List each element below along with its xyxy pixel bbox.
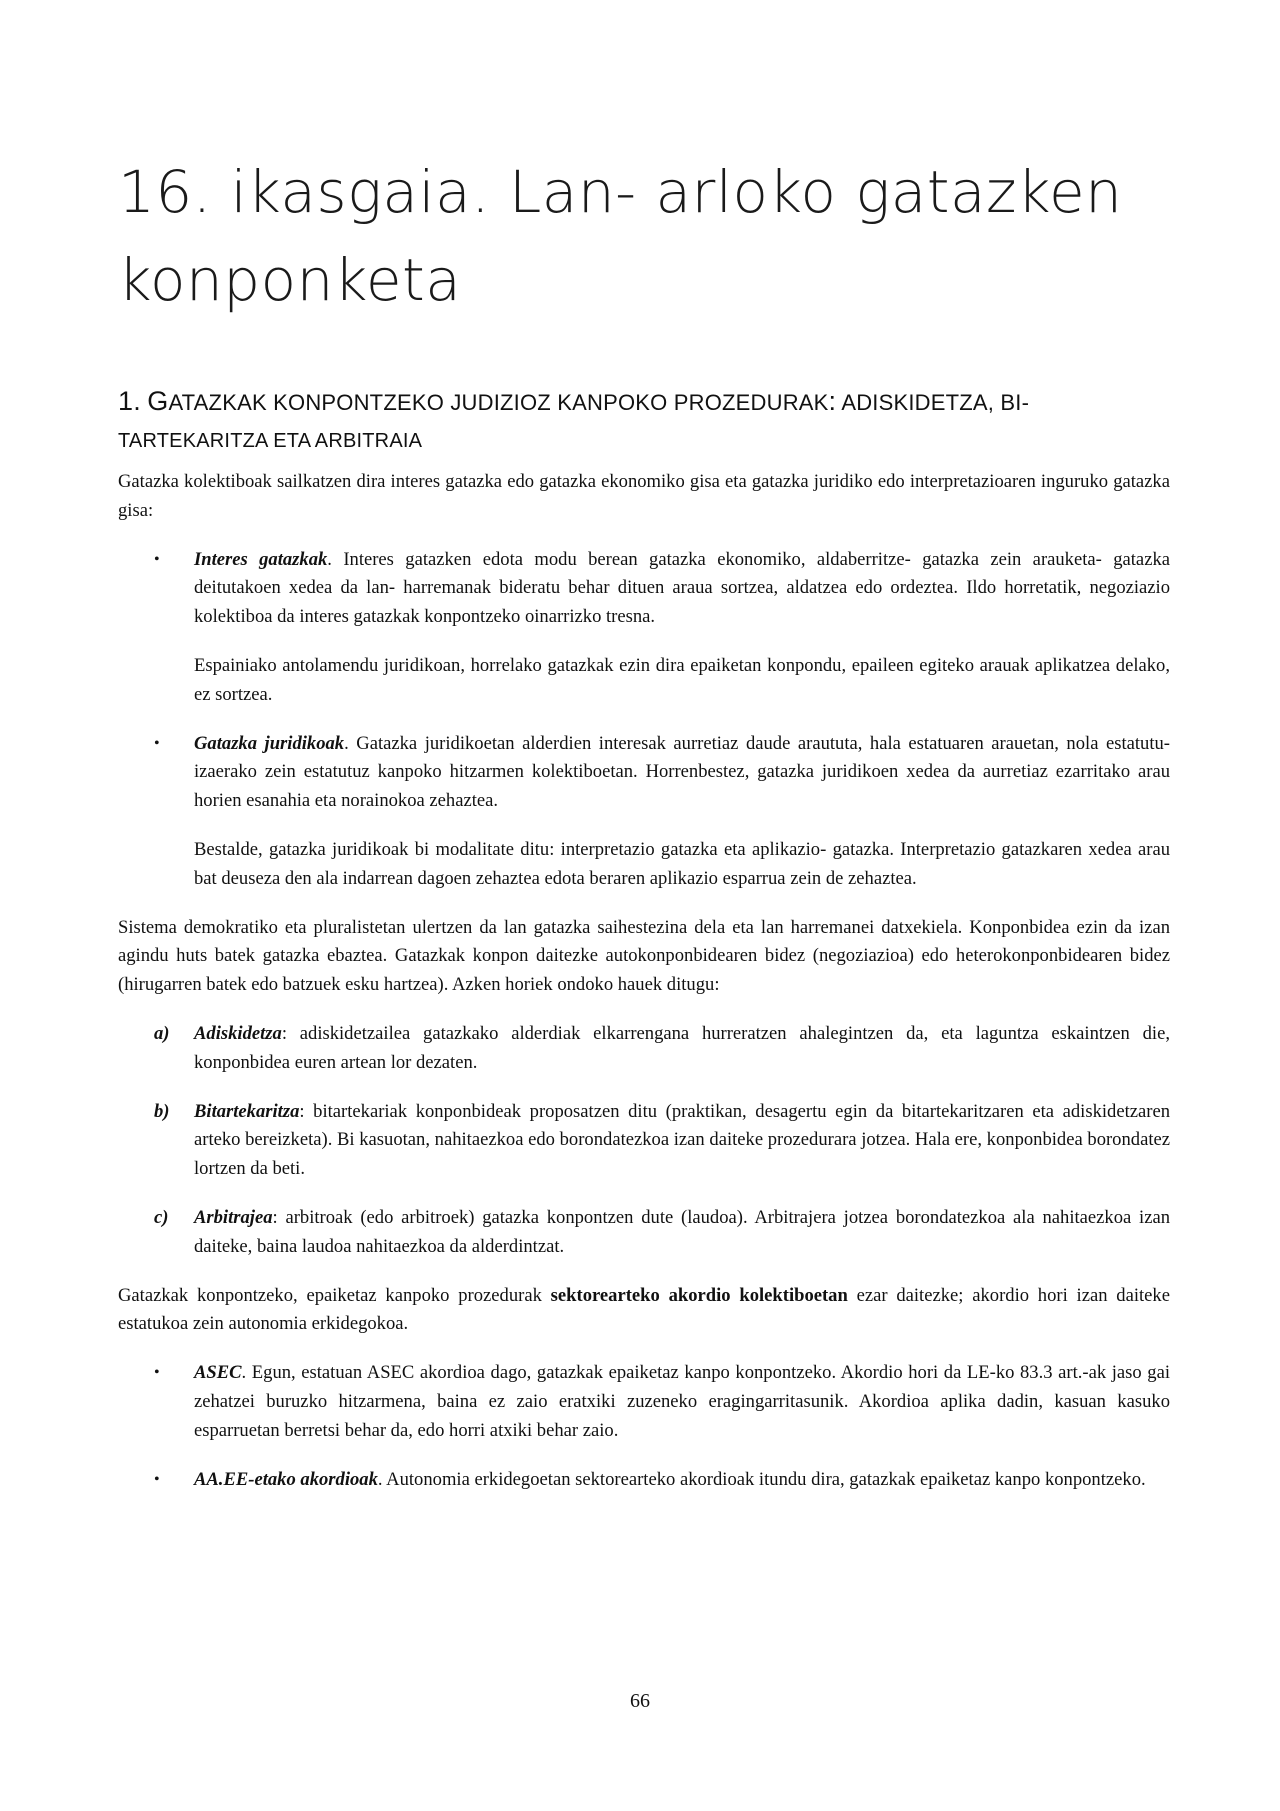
bullet-item-asec [154, 1359, 1170, 1445]
term-interes-gatazkak: Interes gatazkak [194, 548, 328, 570]
section-heading-line-1 [118, 378, 1178, 426]
term-asec: ASEC [194, 1362, 242, 1384]
bullet-icon: • [154, 550, 160, 568]
lettered-text: : adiskidetzailea gatazkako alderdiak elkarrengana hurreratzen ahalegintzen da, eta laguntza eskaintzen die, konponbidea euren artean lor dezaten. [194, 1022, 1170, 1073]
term-arbitrajea: Arbitrajea [194, 1206, 273, 1228]
bullet-item-juridikoak [154, 730, 1170, 816]
paragraph-text: ezar daitezke; akordio hori izan daiteke estatukoa zein autonomia erkidegokoa. [118, 1284, 1170, 1335]
section-heading [118, 378, 1178, 456]
section-heading-part-2: ADISKIDETZA, BI- [836, 390, 1030, 415]
term-gatazka-juridikoak: Gatazka juridikoak [194, 732, 345, 754]
term-adiskidetza: Adiskidetza [194, 1022, 282, 1044]
bullet-text: . Gatazka juridikoetan alderdien interesak aurretiaz daude araututa, hala estatuaren arauetan, nola estatutu- izaerako zein estatutuz kanpoko hitzarmen kolektiboetan. Horrenbestez, gatazka juridikoen xedea da aurretiaz ezarritako arau horien esanahia eta norainokoa zehaztea. [194, 732, 1170, 812]
lettered-item-c [154, 1204, 1170, 1262]
section-heading-initial: G [147, 386, 169, 416]
body-text [118, 468, 1170, 1506]
paragraph-text: Gatazkak konpontzeko, epaiketaz kanpoko prozedurak [118, 1284, 551, 1306]
section-heading-line-2: TARTEKARITZA ETA ARBITRAIA [118, 430, 423, 452]
list-letter: b) [154, 1100, 170, 1122]
bullet-item-aaee [154, 1466, 1170, 1495]
lettered-item-b [154, 1098, 1170, 1184]
lettered-text: : arbitroak (edo arbitroek) gatazka konpontzen dute (laudoa). Arbitrajera jotzea borondatezkoa ala nahitaezkoa izan daiteke, baina laudoa nahitaezkoa da alderdintzat. [194, 1206, 1170, 1257]
section-number: 1. [118, 386, 141, 416]
bullet-text: . Egun, estatuan ASEC akordioa dago, gatazkak epaiketaz kanpo konpontzeko. Akordio hori da LE-ko 83.3 art.-ak jaso gai zehatzei buruzko hitzarmena, baina ez zaio eratxiki zuzeneko eragingarritasunik. Akordioa aplika dadin, kasuan kasuko esparruetan berretsi behar da, edo horri atxiki behar zaio. [194, 1362, 1170, 1441]
term-bitartekaritza: Bitartekaritza [194, 1100, 300, 1122]
paragraph-sistema: Sistema demokratiko eta pluralistetan ulertzen da lan gatazka saihestezina dela eta lan harremanei datxekiela. Konponbidea ezin da izan agindu huts batek gatazka ebaztea. Gatazkak konpon daitezke autokonponbidearen bidez (negoziazioa) edo heterokonponbidearen bidez (hirugarren batek edo batzuek esku hartzea). Azken horiek ondoko hauek ditugu: [118, 916, 1170, 996]
bullet-icon: • [154, 734, 160, 752]
lettered-text: : bitartekariak konponbideak proposatzen ditu (praktikan, desagertu egin da bitartekaritzaren eta adiskidetzaren arteko bereizketa). Bi kasuotan, nahitaezkoa edo borondatezkoa izan daiteke prozedurara jotzea. Hala ere, konponbidea borondatez lortzen da beti. [194, 1100, 1170, 1180]
page-number: 66 [630, 1690, 650, 1712]
lettered-item-a [154, 1020, 1170, 1078]
list-letter: a) [154, 1022, 170, 1044]
bullet-icon: • [154, 1364, 160, 1382]
paragraph-sektorearteko [118, 1282, 1170, 1340]
bullet-follow-paragraph: Bestalde, gatazka juridikoak bi modalitate ditu: interpretazio gatazka eta aplikazio- gatazka. Interpretazio gatazkaren xedea arau bat deuseza den ala indarrean dagoen zehaztea edota beraren aplikazio esparrua zein de zehaztea. [194, 838, 1170, 889]
page-title: 16. ikasgaia. Lan- arloko gatazken konponketa [118, 158, 1123, 314]
bullet-text: . Interes gatazken edota modu berean gatazka ekonomiko, aldaberritze- gatazka zein arauketa- gatazka deitutakoen xedea da lan- harremanak bideratu behar dituen araua sortzea, aldatzea edo ordeztea. Ildo horretatik, negoziazio kolektiboa da interes gatazkak konpontzeko oinarrizko tresna. [194, 548, 1170, 628]
bullet-text: . Autonomia erkidegoetan sektorearteko akordioak itundu dira, gatazkak epaiketaz kanpo konpontzeko. [377, 1468, 1146, 1490]
term-aaee-akordioak: AA.EE-etako akordioak [194, 1468, 378, 1490]
section-heading-colon: : [828, 386, 837, 416]
list-letter: c) [154, 1206, 169, 1228]
bullet-item-interes [154, 546, 1170, 632]
intro-paragraph: Gatazka kolektiboak sailkatzen dira interes gatazka edo gatazka ekonomiko gisa eta gatazka juridiko edo interpretazioaren inguruko gatazka gisa: [118, 471, 1170, 521]
bullet-follow-paragraph: Espainiako antolamendu juridikoan, horrelako gatazkak ezin dira epaiketan konpondu, epaileen egiteko arauak aplikatzea delako, ez sortzea. [194, 654, 1170, 705]
section-heading-part-1: ATAZKAK KONPONTZEKO JUDIZIOZ KANPOKO PROZEDURAK [168, 390, 829, 415]
bullet-icon: • [154, 1470, 160, 1488]
bold-term: sektorearteko akordio kolektiboetan [550, 1284, 848, 1306]
